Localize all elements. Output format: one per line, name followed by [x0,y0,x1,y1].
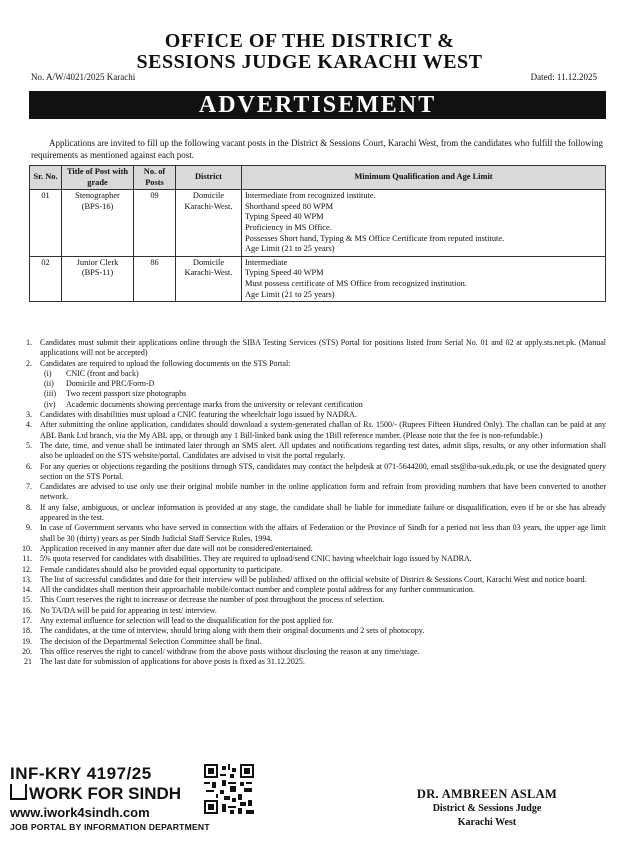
qualification-item: Age Limit (21 to 25 years) [245,244,335,254]
qualification-item: Must possess certificate of MS Office from recognized institution. [245,278,467,288]
terms-list [12,338,606,668]
list-item: 20. This office reserves the right to cancel/ withdraw from the above posts without disclosing the reason at any time/stage. [22,646,420,656]
row-post-title [62,256,134,301]
vacancy-table [29,165,606,302]
portal-caption: JOB PORTAL BY INFORMATION DEPARTMENT [10,822,210,832]
list-item: 21 The last date for submission of applications for above posts is fixed as 31.12.2025. [24,657,305,667]
header-district: District [176,166,242,190]
header-no-of-posts: No. of Posts [134,166,176,190]
reference-number: No. A/W/4021/2025 Karachi [31,72,136,82]
iwork-i-icon [10,784,27,800]
list-item: 11. 5% quota reserved for candidates with disabilities. They are required to upload/send CNIC having wheelchair logo issued by NADRA. [22,554,472,564]
iwork-url[interactable]: www.iwork4sindh.com [10,805,150,820]
post-title: Stenographer [75,191,120,201]
list-item: 6. For any queries or objections regarding the positions through STS, candidates may contact the helpdesk at 071-5644200, email sts@iba-suk.edu.pk, or use the designated query section on the STS Portal. [26,461,606,481]
intro-paragraph: Applications are invited to fill up the following vacant posts in the District & Sessions Court, Karachi West, from the candidates who fulfill the following requirements as mentioned against each post. [31,138,603,160]
list-item: 8. If any false, ambiguous, or unclear information is provided at any stage, the candidate shall be liable for immediate failure or disqualification, even if he or she has already appeared in the test. [26,502,606,523]
advertisement-banner: ADVERTISEMENT [29,91,606,119]
signatory-name: DR. AMBREEN ASLAM [416,787,558,801]
table-header-row [30,166,606,190]
sub-item: (iv) Academic documents showing percentage marks from the university or relevant certification [44,399,363,409]
list-item: 12. Female candidates should also be provided equal opportunity to participate. [22,564,283,574]
list-item: 3. Candidates with disabilities must upload a CNIC featuring the wheelchair logo issued by NADRA. [26,410,357,420]
row-posts: 09 [134,190,176,257]
sub-item: (i) CNIC (front and back) [44,368,139,378]
table-row [30,190,606,257]
post-grade: (BPS-11) [81,268,114,278]
qualification-item: Intermediate [245,257,288,267]
qualification-item: Possesses Short hand, Typing & MS Office Certificate from reputed institute. [245,233,505,243]
row-qualifications [242,256,606,301]
signatory-location: Karachi West [457,817,517,828]
qualification-item: Age Limit (21 to 25 years) [245,289,335,299]
list-item: 19. The decision of the Departmental Selection Committee shall be final. [22,636,262,646]
row-district: Domicile Karachi-West. [176,256,242,301]
list-item: 15. This Court reserves the right to increase or decrease the number of post throughout the process of selection. [22,595,385,605]
row-district: Domicile Karachi-West. [176,190,242,257]
header-title-of-post: Title of Post with grade [62,166,134,190]
qr-code-icon [204,764,254,814]
qualification-item: Typing Speed 40 WPM [245,268,324,278]
qualification-item: Shorthand speed 80 WPM [245,201,334,211]
list-item: 7. Candidates are advised to use only use their original mobile number in the online application form and refrain from providing numbers that have been converted to another network. [26,482,606,502]
date-label: Dated: 11.12.2025 [530,72,597,82]
list-item: 18. The candidates, at the time of interview, should bring along with them their original documents and 2 sets of photocopy. [22,626,425,636]
list-item: 5. The date, time, and venue shall be intimated later through an SMS alert. All updates and notifications regarding test dates, admit slips, results, or any other information shall also be uploaded on the STS website/portal. Candidates are advised to visit the portal regularly. [26,440,606,461]
row-posts: 86 [134,256,176,301]
header-sr-no: Sr. No. [30,166,62,190]
list-item: 14. All the candidates shall mention their approachable mobile/contact number and complete postal address for any further communication. [22,585,475,595]
header-qualification: Minimum Qualification and Age Limit [242,166,606,190]
post-title: Junior Clerk [76,257,119,267]
qualification-item: Typing Speed 40 WPM [245,212,324,222]
row-qualifications [242,190,606,257]
row-post-title [62,190,134,257]
row-sr: 02 [30,256,62,301]
sub-item: (iii) Two recent passport size photographs [44,389,187,399]
list-item: 4. After submitting the online application, candidates should download a system-generated challan of Rs. 1500/- (Rupees Fifteen Hundred Only). The challan can be paid at any ABL Bank Ltd branch, via the My ABL app, or through any 1 Bill-linked bank using the 1Bill reference number. (Please note that the fee is non-refundable.) [26,420,606,440]
list-item: 1. Candidates must submit their applications online through the SIBA Testing Services (STS) Portal for positions listed from Serial No. 01 and 02 at apply.sts.net.pk. (Manual applications will not be accepted) [26,338,606,358]
office-title-line-1: OFFICE OF THE DISTRICT & [164,30,455,52]
office-title-line-2: SESSIONS JUDGE KARACHI WEST [136,51,483,73]
list-item: 2. Candidates are required to upload the following documents on the STS Portal: (i) CNIC (front and back) (ii) Domicile and PRC/Form-D (iii) Two recent passport size photographs (iv) Academic documents showing percentage marks from the university or relevant certification [12,359,606,410]
signature-block [392,786,582,830]
sub-item: (ii) Domicile and PRC/Form-D [44,379,155,389]
iwork-logo: WORK FOR SINDH [10,784,260,804]
table-row [30,256,606,301]
qualification-item: Proficiency in MS Office. [245,222,332,232]
list-item: 9. In case of Government servants who have served in connection with the affairs of Federation or the Province of Sindh for a period not less than 03 years, the upper age limit shall be 30 (thirty) years as per Sindh Judicial Staff Service Rules, 1994. [26,523,606,543]
row-sr: 01 [30,190,62,257]
qualification-item: Intermediate from recognized institute. [245,191,376,201]
post-grade: (BPS-16) [81,201,114,211]
signatory-designation: District & Sessions Judge [432,803,542,814]
inf-number: INF-KRY 4197/25 [10,764,152,783]
list-item: 17. Any external influence for selection will lead to the disqualification for the post applied for. [22,616,334,626]
list-item: 10. Application received in any manner after due date will not be considered/entertained. [22,543,313,553]
list-item: 13. The list of successful candidates and date for their interview will be published/ affixed on the official website of District & Sessions Court, Karachi West and notice board. [22,574,587,584]
list-item: 16. No TA/DA will be paid for appearing in test/ interview. [22,605,217,615]
